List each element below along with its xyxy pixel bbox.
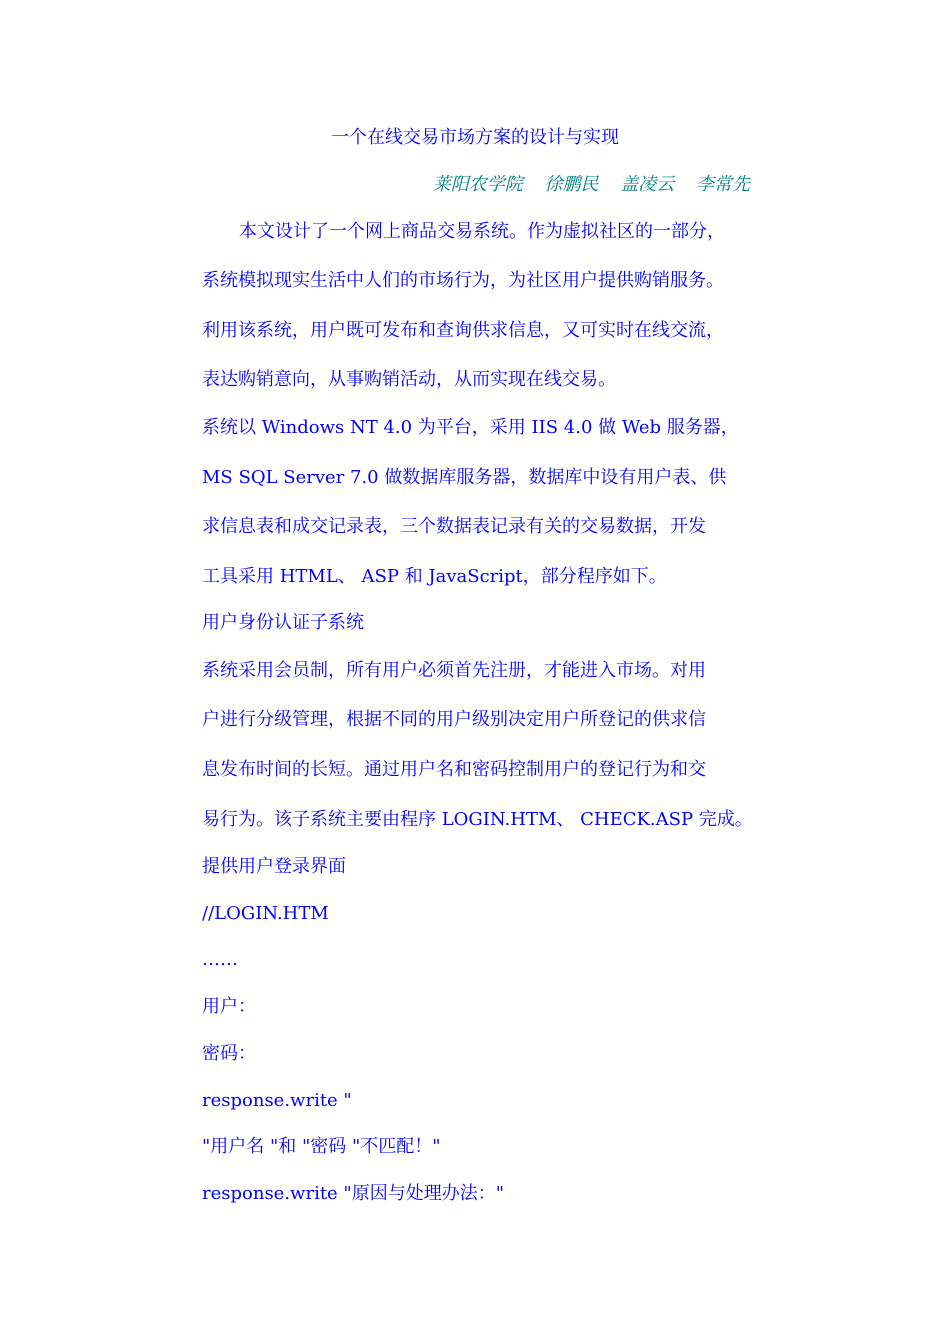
code-line: 用户： bbox=[202, 996, 256, 1017]
code-line: //LOGIN.HTM bbox=[202, 903, 329, 924]
paragraph-line: 系统采用会员制，所有用户必须首先注册，才能进入市场。对用 bbox=[202, 660, 706, 681]
paragraph-line: 户进行分级管理，根据不同的用户级别决定用户所登记的供求信 bbox=[202, 709, 706, 730]
code-line: 密码： bbox=[202, 1043, 256, 1064]
paragraph-line: 利用该系统，用户既可发布和查询供求信息，又可实时在线交流， bbox=[202, 320, 724, 341]
paragraph-line: 求信息表和成交记录表，三个数据表记录有关的交易数据，开发 bbox=[202, 516, 706, 537]
paragraph-line: 易行为。该子系统主要由程序 LOGIN.HTM、 CHECK.ASP 完成。 bbox=[202, 809, 753, 830]
paragraph-line: 系统以 Windows NT 4.0 为平台，采用 IIS 4.0 做 Web 服务器， bbox=[202, 417, 739, 438]
paragraph-line: 息发布时间的长短。通过用户名和密码控制用户的登记行为和交 bbox=[202, 759, 706, 780]
section-heading: 用户身份认证子系统 bbox=[202, 612, 364, 633]
code-line: response.write " bbox=[202, 1090, 352, 1111]
paragraph-line: 工具采用 HTML、 ASP 和 JavaScript，部分程序如下。 bbox=[202, 566, 667, 587]
author-line bbox=[417, 173, 750, 197]
document-title: 一个在线交易市场方案的设计与实现 bbox=[331, 127, 619, 148]
paragraph-line: 系统模拟现实生活中人们的市场行为，为社区用户提供购销服务。 bbox=[202, 270, 724, 291]
paragraph-line: 表达购销意向，从事购销活动，从而实现在线交易。 bbox=[202, 369, 616, 390]
author-name: 李常先 bbox=[696, 174, 750, 195]
paragraph-line: 本文设计了一个网上商品交易系统。作为虚拟社区的一部分， bbox=[239, 221, 725, 242]
code-line: "用户名 "和 "密码 "不匹配！" bbox=[202, 1136, 441, 1157]
code-line: response.write "原因与处理办法：" bbox=[202, 1183, 504, 1204]
section-heading: 提供用户登录界面 bbox=[202, 856, 346, 877]
author-name: 徐鹏民 bbox=[544, 174, 599, 195]
paragraph-line: MS SQL Server 7.0 做数据库服务器，数据库中设有用户表、供 bbox=[202, 467, 727, 488]
author-affiliation: 莱阳农学院 bbox=[432, 174, 523, 195]
author-name: 盖凌云 bbox=[620, 174, 675, 195]
code-line: …… bbox=[202, 949, 238, 970]
